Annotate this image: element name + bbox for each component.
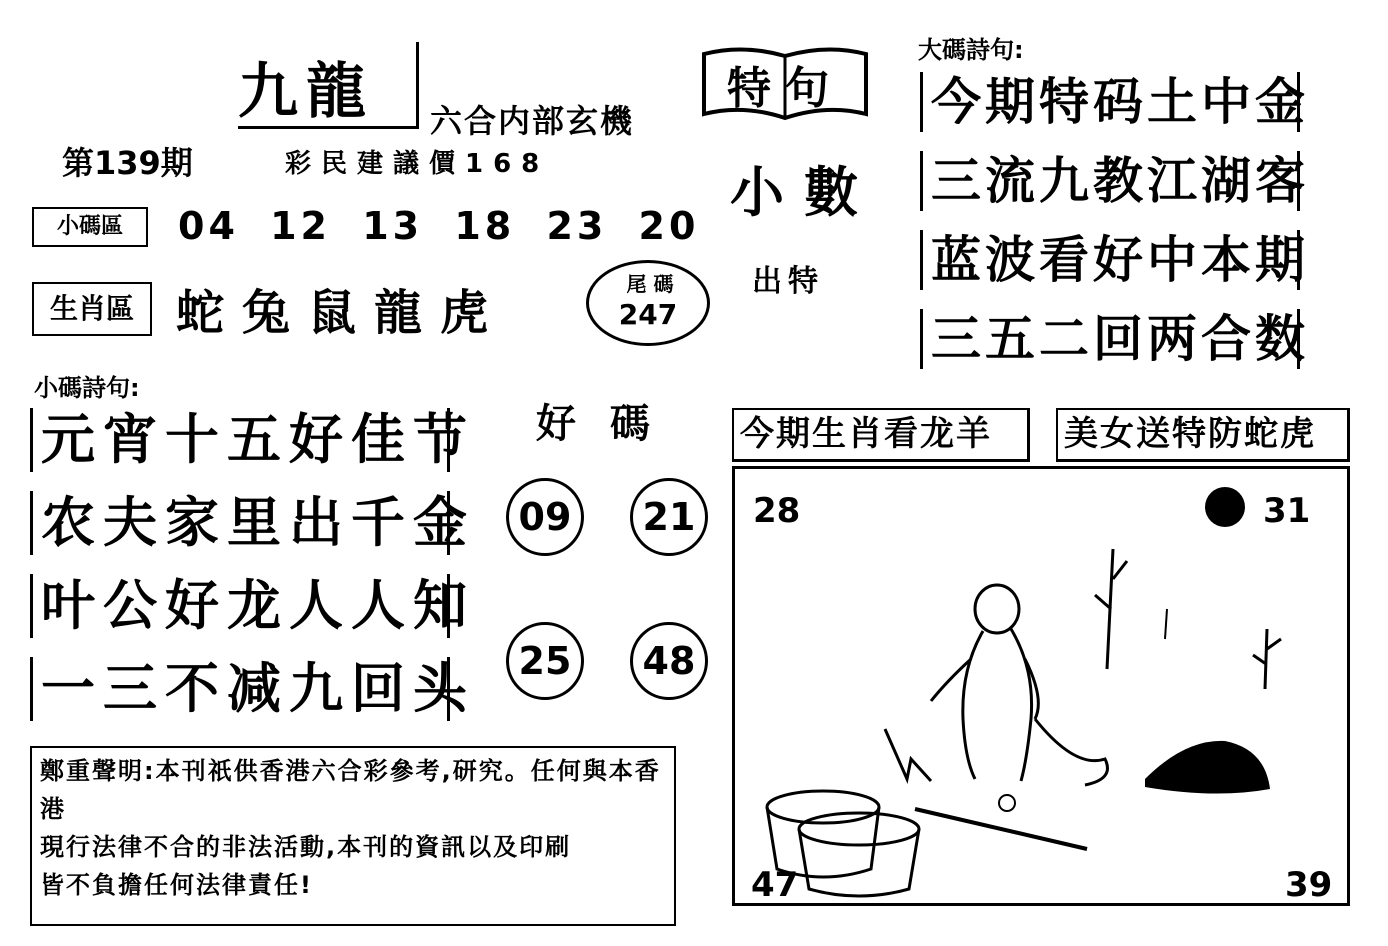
disclaimer-box <box>30 746 676 926</box>
big-poem-line: 三五二回两合数 <box>920 309 1300 369</box>
zodiac-values: 蛇兔鼠龍虎 <box>176 285 507 341</box>
picture-number-bottom-right: 39 <box>1285 865 1333 905</box>
issue-number: 第139期 <box>62 144 193 182</box>
small-code-label: 小碼區 <box>32 207 148 247</box>
special-tip: 美女送特防蛇虎 <box>1056 408 1350 462</box>
big-poem-line: 蓝波看好中本期 <box>920 230 1300 290</box>
small-poem-line: 叶公好龙人人知 <box>30 574 450 638</box>
small-poem <box>30 408 475 740</box>
good-code-circle: 48 <box>630 622 708 700</box>
big-poem <box>920 72 1309 388</box>
picture-number-top-right: 31 <box>1263 491 1311 531</box>
special-phrase-answer: 小數 <box>730 161 878 224</box>
small-poem-line: 农夫家里出千金 <box>30 491 450 555</box>
tail-code-label: 尾 碼 <box>626 272 674 296</box>
big-poem-line: 今期特码土中金 <box>920 72 1300 132</box>
small-code-numbers: 04 12 13 18 23 20 <box>178 204 700 248</box>
special-phrase-note: 出特 <box>752 264 824 299</box>
small-poem-line: 元宵十五好佳节 <box>30 408 450 472</box>
paper-subtitle: 六合内部玄機 <box>430 102 635 140</box>
good-code-circle: 09 <box>506 478 584 556</box>
big-poem-label: 大碼詩句: <box>918 36 1024 64</box>
picture-number-bottom-left: 47 <box>751 865 799 905</box>
suggested-price: 彩民建議價168 <box>285 149 550 179</box>
big-poem-line: 三流九教江湖客 <box>920 151 1300 211</box>
small-poem-label: 小碼詩句: <box>34 374 140 402</box>
disclaimer-line: 鄭重聲明:本刊祇供香港六合彩參考,研究。任何與本香港 <box>40 757 661 823</box>
paper-title: 九龍 <box>238 57 374 127</box>
illustration-panel <box>732 466 1350 906</box>
small-poem-line: 一三不减九回头 <box>30 657 450 721</box>
zodiac-tip: 今期生肖看龙羊 <box>732 408 1030 462</box>
disclaimer-line: 現行法律不合的非法活動,本刊的資訊以及印刷 <box>40 833 572 861</box>
tail-code-number: 247 <box>618 298 678 331</box>
disclaimer-line: 皆不負擔任何法律責任! <box>40 871 313 899</box>
good-codes-label: 好 碼 <box>536 401 660 447</box>
picture-number-top-left: 28 <box>753 491 801 531</box>
zodiac-label: 生肖區 <box>32 282 152 336</box>
monkey-scene-illustration <box>735 469 1347 903</box>
good-code-circle: 21 <box>630 478 708 556</box>
special-phrase-label: 特句 <box>727 63 843 114</box>
good-code-circle: 25 <box>506 622 584 700</box>
